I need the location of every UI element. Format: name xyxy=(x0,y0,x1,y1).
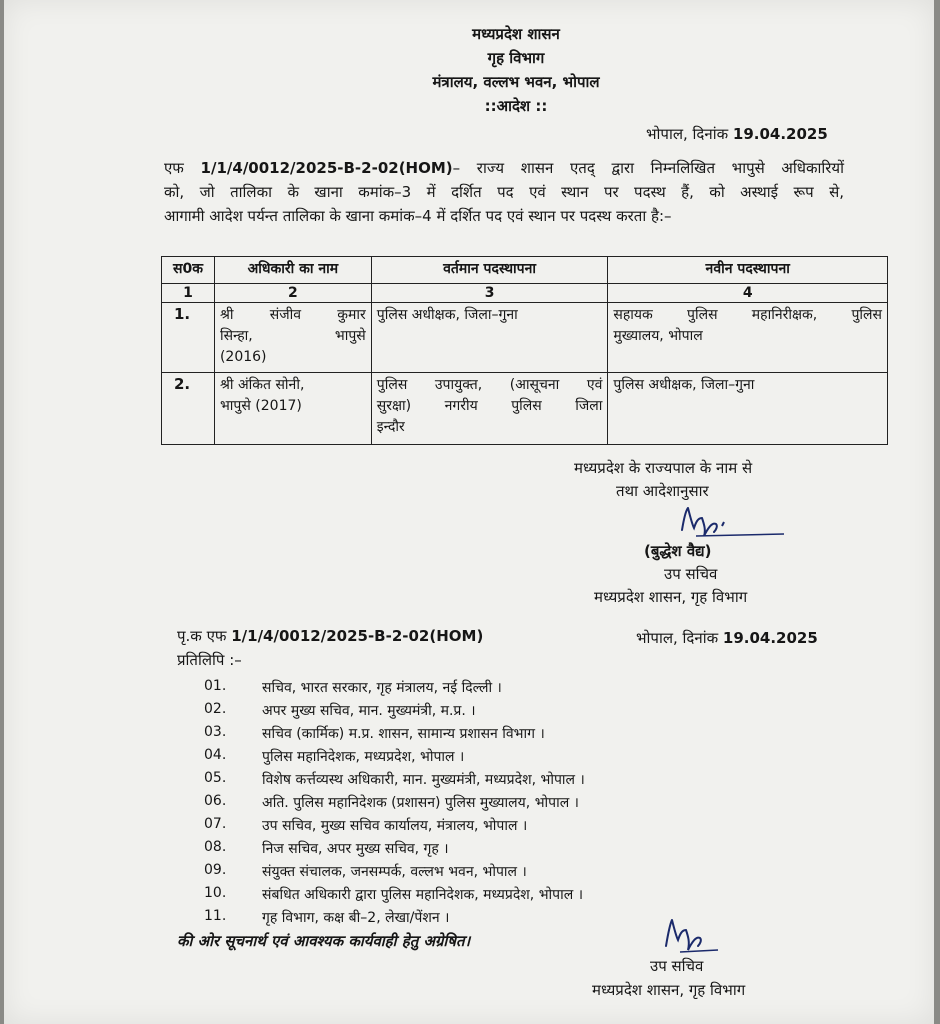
officer-name-line: श्री अंकित सोनी, xyxy=(219,377,305,393)
copy-file-line xyxy=(177,626,483,646)
new-posting-cell xyxy=(608,303,888,373)
current-posting-line: पुलिस अधीक्षक, जिला–गुना xyxy=(376,307,518,323)
col-header-sn: स0क xyxy=(162,257,215,284)
copy-prefix: पृ.क एफ xyxy=(177,627,227,645)
col-header-officer: अधिकारी का नाम xyxy=(214,257,371,284)
current-posting-line: इन्दौर xyxy=(376,419,405,435)
order-line-1-rest: – राज्य शासन एतद् द्वारा निम्नलिखित भापुसे अधिकारियों xyxy=(452,159,844,177)
copy-date-place: भोपाल, दिनांक xyxy=(636,629,719,647)
copy-label: प्रतिलिपि :– xyxy=(177,651,242,669)
current-posting-cell xyxy=(371,373,608,445)
recipient-text: सचिव (कार्मिक) म.प्र. शासन, सामान्य प्रशासन विभाग । xyxy=(262,726,545,742)
header-address: मंत्रालय, वल्लभ भवन, भोपाल xyxy=(432,73,600,91)
closing-line: की ओर सूचनार्थ एवं आवश्यक कार्यवाही हेतु अग्रेषित। xyxy=(177,932,471,950)
officer-name-cell xyxy=(214,303,371,373)
officer-name-line: (2016) xyxy=(219,349,267,365)
recipient-number: 10. xyxy=(204,885,227,901)
file-number: 1/1/4/0012/2025-B-2-02(HOM) xyxy=(200,159,453,177)
posting-table xyxy=(161,256,888,445)
table-row xyxy=(162,303,888,373)
document-page xyxy=(4,0,934,1024)
index-cell: 4 xyxy=(608,284,888,303)
authority-line-1: मध्यप्रदेश के राज्यपाल के नाम से xyxy=(574,459,753,477)
new-posting-cell xyxy=(608,373,888,445)
recipient-text: अति. पुलिस महानिदेशक (प्रशासन) पुलिस मुख्यालय, भोपाल । xyxy=(262,795,579,811)
index-cell: 2 xyxy=(214,284,371,303)
header-department: गृह विभाग xyxy=(487,49,545,67)
recipient-number: 02. xyxy=(204,701,227,717)
file-prefix: एफ xyxy=(164,159,184,177)
table-row xyxy=(162,373,888,445)
authority-line-2: तथा आदेशानुसार xyxy=(616,482,709,500)
recipient-text: उप सचिव, मुख्य सचिव कार्यालय, मंत्रालय, भोपाल । xyxy=(262,818,528,834)
row-serial: 1. xyxy=(162,303,215,373)
new-posting-line: पुलिस अधीक्षक, जिला–गुना xyxy=(613,377,755,393)
recipient-text: गृह विभाग, कक्ष बी–2, लेखा/पेंशन । xyxy=(262,910,450,926)
copy-department: मध्यप्रदेश शासन, गृह विभाग xyxy=(592,981,746,999)
recipient-text: पुलिस महानिदेशक, मध्यप्रदेश, भोपाल । xyxy=(262,749,465,765)
recipient-number: 07. xyxy=(204,816,227,832)
order-line-1 xyxy=(164,156,844,180)
recipient-text: संबधित अधिकारी द्वारा पुलिस महानिदेशक, मध्यप्रदेश, भोपाल । xyxy=(262,887,584,903)
recipient-number: 04. xyxy=(204,747,227,763)
order-line-2: को, जो तालिका के खाना कमांक–3 में दर्शित पद एवं स्थान पर पदस्थ हैं, को अस्थाई रूप से, xyxy=(164,183,844,201)
signatory-name: (बुद्धेश वैद्य) xyxy=(644,542,712,560)
index-cell: 3 xyxy=(371,284,608,303)
recipient-number: 05. xyxy=(204,770,227,786)
signature-1 xyxy=(676,500,786,542)
new-posting-line: सहायक पुलिस महानिरीक्षक, पुलिस xyxy=(613,307,882,323)
current-posting-line: पुलिस उपायुक्त, (आसूचना एवं xyxy=(376,377,603,393)
order-line-3: आगामी आदेश पर्यन्त तालिका के खाना कमांक–4 में दर्शित पद एवं स्थान पर पदस्थ करता है:– xyxy=(164,207,672,225)
order-paragraph xyxy=(164,156,844,228)
col-header-new: नवीन पदस्थापना xyxy=(608,257,888,284)
index-cell: 1 xyxy=(162,284,215,303)
officer-name-line: श्री संजीव कुमार xyxy=(219,307,366,323)
recipient-number: 06. xyxy=(204,793,227,809)
signatory-designation: उप सचिव xyxy=(664,565,718,583)
current-posting-cell xyxy=(371,303,608,373)
recipient-number: 08. xyxy=(204,839,227,855)
copy-designation: उप सचिव xyxy=(650,957,704,975)
signature-2 xyxy=(658,912,728,956)
recipient-text: सचिव, भारत सरकार, गृह मंत्रालय, नई दिल्ली । xyxy=(262,680,502,696)
signatory-department: मध्यप्रदेश शासन, गृह विभाग xyxy=(594,588,748,606)
order-date: 19.04.2025 xyxy=(732,125,828,143)
copy-file-number: 1/1/4/0012/2025-B-2-02(HOM) xyxy=(231,627,484,645)
recipient-number: 11. xyxy=(204,908,227,924)
recipient-number: 09. xyxy=(204,862,227,878)
table-header-row xyxy=(162,257,888,284)
recipient-text: विशेष कर्त्तव्यस्थ अधिकारी, मान. मुख्यमंत्री, मध्यप्रदेश, भोपाल । xyxy=(262,772,585,788)
order-date-place: भोपाल, दिनांक xyxy=(646,125,729,143)
new-posting-line: मुख्यालय, भोपाल xyxy=(613,328,703,344)
officer-name-line: भापुसे (2017) xyxy=(219,398,302,414)
recipient-number: 03. xyxy=(204,724,227,740)
copy-date: 19.04.2025 xyxy=(722,629,818,647)
order-title: ::आदेश :: xyxy=(484,97,548,115)
order-date-line xyxy=(646,124,828,144)
copy-date-line xyxy=(636,628,818,648)
recipient-number: 01. xyxy=(204,678,227,694)
recipient-text: अपर मुख्य सचिव, मान. मुख्यमंत्री, म.प्र. । xyxy=(262,703,476,719)
officer-name-line: सिन्हा, भापुसे xyxy=(219,328,366,344)
recipient-text: निज सचिव, अपर मुख्य सचिव, गृह । xyxy=(262,841,449,857)
header-government: मध्यप्रदेश शासन xyxy=(472,25,560,43)
col-header-current: वर्तमान पदस्थापना xyxy=(371,257,608,284)
recipient-text: संयुक्त संचालक, जनसम्पर्क, वल्लभ भवन, भोपाल । xyxy=(262,864,527,880)
row-serial: 2. xyxy=(162,373,215,445)
table-index-row xyxy=(162,284,888,303)
officer-name-cell xyxy=(214,373,371,445)
current-posting-line: सुरक्षा) नगरीय पुलिस जिला xyxy=(376,398,603,414)
